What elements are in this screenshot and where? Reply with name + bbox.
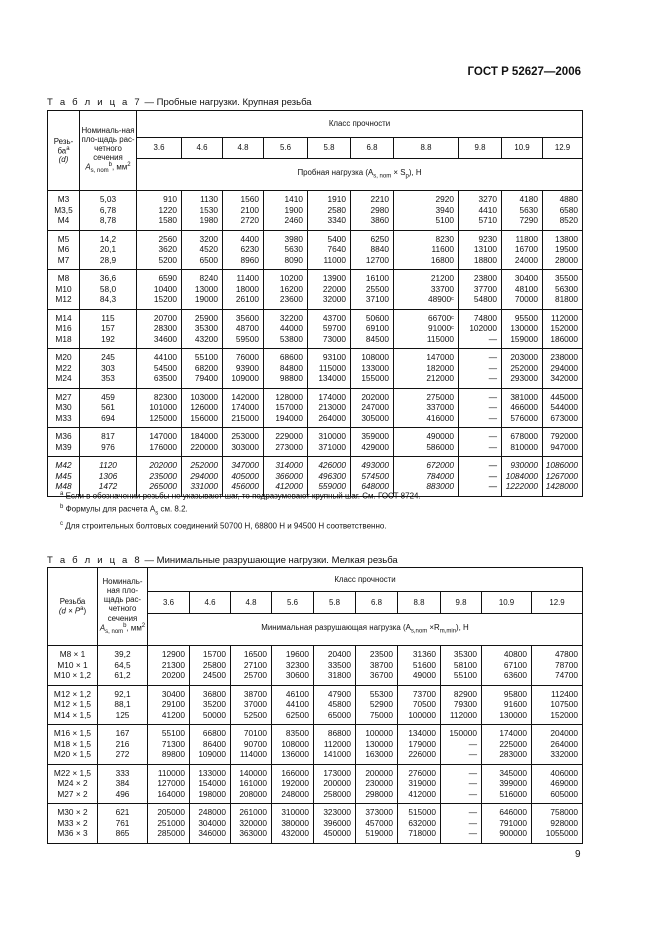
load-cell: 8240 13000 19000: [182, 270, 223, 310]
load-cell: 66700ᶜ 91000ᶜ 115000: [394, 309, 459, 349]
table-row-group: [48, 804, 583, 844]
load-cell: 2920 3940 5100: [394, 191, 459, 231]
load-cell: 35500 56300 81800: [543, 270, 583, 310]
class-10-9-header: 10.9: [482, 592, 532, 614]
area-cell: 115 157 192: [80, 309, 137, 349]
table-row-group: [48, 725, 583, 765]
load-cell: 23800 37700 54800: [459, 270, 502, 310]
load-cell: 95800 91600 130000: [482, 685, 532, 725]
load-cell: 229000 273000: [264, 428, 308, 457]
load-cell: 82900 79300 112000: [441, 685, 482, 725]
area-cell: 36,6 58,0 84,3: [80, 270, 137, 310]
class-4-6-header: 4.6: [182, 138, 223, 159]
area-cell: 39,2 64,5 61,2: [98, 646, 148, 686]
load-cell: 66800 86400 109000: [190, 725, 231, 765]
load-cell: 128000 157000 194000: [264, 388, 308, 428]
load-cell: 4880 6580 8520: [543, 191, 583, 231]
load-cell: — — —: [459, 388, 502, 428]
load-cell: 202000 247000 305000: [351, 388, 394, 428]
load-cell: 10200 16200 23600: [264, 270, 308, 310]
load-cell: 110000 127000 164000: [148, 764, 190, 804]
thread-cell: M42 M45 M48: [48, 457, 80, 497]
class-5-8-header: 5.8: [314, 592, 356, 614]
load-cell: 55300 52900 75000: [356, 685, 398, 725]
load-cell: 13800 19500 28000: [543, 230, 583, 270]
table-row-group: [48, 270, 583, 310]
load-cell: 381000 466000 576000: [502, 388, 543, 428]
load-cell: 13900 22000 32000: [308, 270, 351, 310]
load-cell: 910 1220 1580: [137, 191, 182, 231]
class-4-6-header: 4.6: [190, 592, 231, 614]
load-cell: 445000 544000 673000: [543, 388, 583, 428]
load-cell: 1560 2100 2720: [223, 191, 264, 231]
area-cell: 621 761 865: [98, 804, 148, 844]
load-cell: 314000 366000 412000: [264, 457, 308, 497]
table-row-group: [48, 309, 583, 349]
load-cell: 15700 25800 24500: [190, 646, 231, 686]
load-cell: 1086000 1267000 1428000: [543, 457, 583, 497]
table8-min-breaking-loads-fine: [47, 567, 583, 844]
load-cell: 74800 102000 —: [459, 309, 502, 349]
class-5-8-header: 5.8: [308, 138, 351, 159]
load-cell: 46100 44100 62500: [272, 685, 314, 725]
thread-cell: М22 × 1,5 М24 × 2 М27 × 2: [48, 764, 98, 804]
page-number: 9: [575, 849, 581, 860]
thread-cell: М16 × 1,5 М18 × 1,5 М20 × 1,5: [48, 725, 98, 765]
load-cell: 4400 6230 8960: [223, 230, 264, 270]
load-cell: 493000 574500 648000: [351, 457, 394, 497]
load-cell: 147000 176000: [137, 428, 182, 457]
load-cell: 6250 8840 12700: [351, 230, 394, 270]
load-cell: 515000 632000 718000: [398, 804, 441, 844]
table-row-group: [48, 230, 583, 270]
load-cell: 134000 179000 226000: [398, 725, 441, 765]
load-cell: 203000 252000 293000: [502, 349, 543, 389]
load-cell: 490000 586000: [394, 428, 459, 457]
class-8-8-header: 8.8: [394, 138, 459, 159]
area-cell: 92,1 88,1 125: [98, 685, 148, 725]
class-12-9-header: 12.9: [532, 592, 583, 614]
table-row-group: [48, 191, 583, 231]
load-cell: 68600 84800 98800: [264, 349, 308, 389]
area-cell: 817 976: [80, 428, 137, 457]
load-cell: 184000 220000: [182, 428, 223, 457]
load-cell: 248000 304000 346000: [190, 804, 231, 844]
load-cell: 36800 35200 50000: [190, 685, 231, 725]
table-row-group: [48, 428, 583, 457]
load-cell: 238000 294000 342000: [543, 349, 583, 389]
load-cell: 173000 200000 258000: [314, 764, 356, 804]
footnote-a: $^а$ Если в обозначении резьбы не указывают шаг, то подразумевают крупный шаг. См. ГОСТ 8724.: [60, 491, 421, 501]
load-cell: 3200 4520 6500: [182, 230, 223, 270]
load-cell: 86800 112000 141000: [314, 725, 356, 765]
load-cell: 103000 126000 156000: [182, 388, 223, 428]
load-header: Пробная нагрузка $(A_{s, nom} \times S_p)$, Н: [137, 159, 583, 191]
class-8-8-header: 8.8: [398, 592, 441, 614]
table-row-group: [48, 646, 583, 686]
table-row-group: [48, 685, 583, 725]
load-cell: 20400 33500 31800: [314, 646, 356, 686]
area-cell: 1120 1306 1472: [80, 457, 137, 497]
footnote-c: $^c$ Для строительных болтовых соединений 50700 Н, 68800 Н и 94500 Н соответственно.: [60, 520, 387, 531]
load-cell: 147000 182000 212000: [394, 349, 459, 389]
load-cell: 347000 405000 456000: [223, 457, 264, 497]
load-cell: 11800 16700 24000: [502, 230, 543, 270]
load-cell: 6590 10400 15200: [137, 270, 182, 310]
load-cell: 55100 71300 89800: [148, 725, 190, 765]
load-cell: 142000 174000 215000: [223, 388, 264, 428]
thread-cell: М12 × 1,2 М12 × 1,5 М14 × 1,5: [48, 685, 98, 725]
document-id: ГОСТ Р 52627—2006: [467, 66, 581, 78]
load-cell: 205000 251000 285000: [148, 804, 190, 844]
class-4-8-header: 4.8: [231, 592, 272, 614]
load-cell: 261000 320000 363000: [231, 804, 272, 844]
table-row-group: [48, 349, 583, 389]
load-cell: 323000 396000 450000: [314, 804, 356, 844]
class-9-8-header: 9.8: [441, 592, 482, 614]
load-header: Минимальная разрушающая нагрузка $(A_{s,nom} \times R_{m,min})$, Н: [148, 614, 583, 646]
table8-caption: Т а б л и ц а 8 — Минимальные разрушающие нагрузки. Мелкая резьба: [47, 555, 398, 566]
load-cell: 30400 48100 70000: [502, 270, 543, 310]
thread-cell: М8 × 1 М10 × 1 М10 × 1,2: [48, 646, 98, 686]
load-cell: 2560 3620 5200: [137, 230, 182, 270]
thread-cell: М36 М39: [48, 428, 80, 457]
load-cell: 82300 101000 125000: [137, 388, 182, 428]
thread-cell: М8 М10 М12: [48, 270, 80, 310]
load-cell: 426000 496300 559000: [308, 457, 351, 497]
table7-footnotes: [60, 489, 421, 532]
class-12-9-header: 12.9: [543, 138, 583, 159]
load-cell: 202000 235000 265000: [137, 457, 182, 497]
load-cell: 38700 37000 52500: [231, 685, 272, 725]
load-cell: 174000 213000 264000: [308, 388, 351, 428]
load-cell: — — —: [441, 764, 482, 804]
footnote-b: $^b$ Формулы для расчета $A_s$ см. 8.2.: [60, 503, 188, 516]
load-cell: 40800 67100 63600: [482, 646, 532, 686]
load-cell: 21200 33700 48900ᶜ: [394, 270, 459, 310]
thread-header: Резьба $(d \times P^a)$: [48, 568, 98, 646]
area-cell: 245 303 353: [80, 349, 137, 389]
load-cell: 1410 1900 2460: [264, 191, 308, 231]
load-cell: 112000 152000 186000: [543, 309, 583, 349]
load-cell: 95500 130000 159000: [502, 309, 543, 349]
load-cell: 93100 115000 134000: [308, 349, 351, 389]
strength-class-header: Класс прочности: [148, 568, 583, 592]
load-cell: 373000 457000 519000: [356, 804, 398, 844]
class-3-6-header: 3.6: [137, 138, 182, 159]
class-3-6-header: 3.6: [148, 592, 190, 614]
load-cell: 792000 947000: [543, 428, 583, 457]
load-cell: 112400 107500 152000: [532, 685, 583, 725]
load-cell: 12900 21300 20200: [148, 646, 190, 686]
area-cell: 459 561 694: [80, 388, 137, 428]
load-cell: 35600 48700 59500: [223, 309, 264, 349]
load-cell: — — —: [459, 349, 502, 389]
area-cell: 167 216 272: [98, 725, 148, 765]
thread-cell: М3 М3,5 М4: [48, 191, 80, 231]
load-cell: 204000 264000 332000: [532, 725, 583, 765]
load-cell: 43700 59700 73000: [308, 309, 351, 349]
load-cell: 310000 371000: [308, 428, 351, 457]
load-cell: 1910 2580 3340: [308, 191, 351, 231]
load-cell: 16100 25500 37100: [351, 270, 394, 310]
class-10-9-header: 10.9: [502, 138, 543, 159]
load-cell: 47900 45800 65000: [314, 685, 356, 725]
class-9-8-header: 9.8: [459, 138, 502, 159]
class-6-8-header: 6.8: [356, 592, 398, 614]
table7-proof-loads-coarse: [47, 110, 583, 497]
load-cell: 44100 54500 63500: [137, 349, 182, 389]
load-cell: 108000 133000 155000: [351, 349, 394, 389]
table-row-group: [48, 764, 583, 804]
load-cell: 70100 90700 114000: [231, 725, 272, 765]
table7-caption: Т а б л и ц а 7 — Пробные нагрузки. Крупная резьба: [47, 97, 312, 108]
class-6-8-header: 6.8: [351, 138, 394, 159]
load-cell: 345000 399000 516000: [482, 764, 532, 804]
load-cell: 930000 1084000 1222000: [502, 457, 543, 497]
load-cell: 8230 11600 16800: [394, 230, 459, 270]
load-cell: 406000 469000 605000: [532, 764, 583, 804]
load-cell: 83500 108000 136000: [272, 725, 314, 765]
load-cell: 23500 38700 36700: [356, 646, 398, 686]
load-cell: 275000 337000 416000: [394, 388, 459, 428]
load-cell: 133000 154000 198000: [190, 764, 231, 804]
load-cell: 174000 225000 283000: [482, 725, 532, 765]
load-cell: 3270 4410 5710: [459, 191, 502, 231]
load-cell: 359000 429000: [351, 428, 394, 457]
load-cell: 758000 928000 1055000: [532, 804, 583, 844]
thread-cell: М30 × 2 М33 × 2 М36 × 3: [48, 804, 98, 844]
load-cell: 166000 192000 248000: [272, 764, 314, 804]
load-cell: 678000 810000: [502, 428, 543, 457]
load-cell: 672000 784000 883000: [394, 457, 459, 497]
load-cell: 73700 70500 100000: [398, 685, 441, 725]
area-cell: 5,03 6,78 8,78: [80, 191, 137, 231]
load-cell: 50600 69100 84500: [351, 309, 394, 349]
class-4-8-header: 4.8: [223, 138, 264, 159]
thread-cell: М14 М16 М18: [48, 309, 80, 349]
load-cell: 4180 5630 7290: [502, 191, 543, 231]
thread-cell: М20 М22 М24: [48, 349, 80, 389]
table-row-group: [48, 388, 583, 428]
load-cell: 76000 93900 109000: [223, 349, 264, 389]
load-cell: 276000 319000 412000: [398, 764, 441, 804]
area-header: Номиналь-ная пло-щадь рас-четного сечения $A_{s, nom}^b$, $мм^2$: [80, 111, 137, 191]
load-cell: 252000 294000 331000: [182, 457, 223, 497]
load-cell: 20700 28300 34600: [137, 309, 182, 349]
load-cell: 25900 35300 43200: [182, 309, 223, 349]
area-cell: 333 384 496: [98, 764, 148, 804]
load-cell: — — —: [459, 457, 502, 497]
load-cell: 19600 32300 30600: [272, 646, 314, 686]
load-cell: 11400 18000 26100: [223, 270, 264, 310]
load-cell: 1130 1530 1980: [182, 191, 223, 231]
load-cell: 35300 58100 55100: [441, 646, 482, 686]
load-cell: 140000 161000 208000: [231, 764, 272, 804]
load-cell: 55100 68200 79400: [182, 349, 223, 389]
load-cell: 31360 51600 49000: [398, 646, 441, 686]
load-cell: 310000 380000 432000: [272, 804, 314, 844]
load-cell: 9230 13100 18800: [459, 230, 502, 270]
thread-header: Резь-$ба^а$ (d): [48, 111, 80, 191]
load-cell: — — —: [441, 804, 482, 844]
area-cell: 14,2 20,1 28,9: [80, 230, 137, 270]
load-cell: 3980 5630 8090: [264, 230, 308, 270]
class-5-6-header: 5.6: [264, 138, 308, 159]
load-cell: — —: [459, 428, 502, 457]
load-cell: 253000 303000: [223, 428, 264, 457]
load-cell: 150000 — —: [441, 725, 482, 765]
load-cell: 30400 29100 41200: [148, 685, 190, 725]
load-cell: 16500 27100 25700: [231, 646, 272, 686]
load-cell: 32200 44000 53800: [264, 309, 308, 349]
area-header: Номиналь-ная пло-щадь рас-четного сечения $A_{s, nom}^b$, $мм^2$: [98, 568, 148, 646]
strength-class-header: Класс прочности: [137, 111, 583, 138]
load-cell: 100000 130000 163000: [356, 725, 398, 765]
load-cell: 2210 2980 3860: [351, 191, 394, 231]
load-cell: 47800 78700 74700: [532, 646, 583, 686]
load-cell: 646000 791000 900000: [482, 804, 532, 844]
load-cell: 5400 7640 11000: [308, 230, 351, 270]
class-5-6-header: 5.6: [272, 592, 314, 614]
thread-cell: М27 М30 М33: [48, 388, 80, 428]
load-cell: 200000 230000 298000: [356, 764, 398, 804]
thread-cell: М5 М6 М7: [48, 230, 80, 270]
